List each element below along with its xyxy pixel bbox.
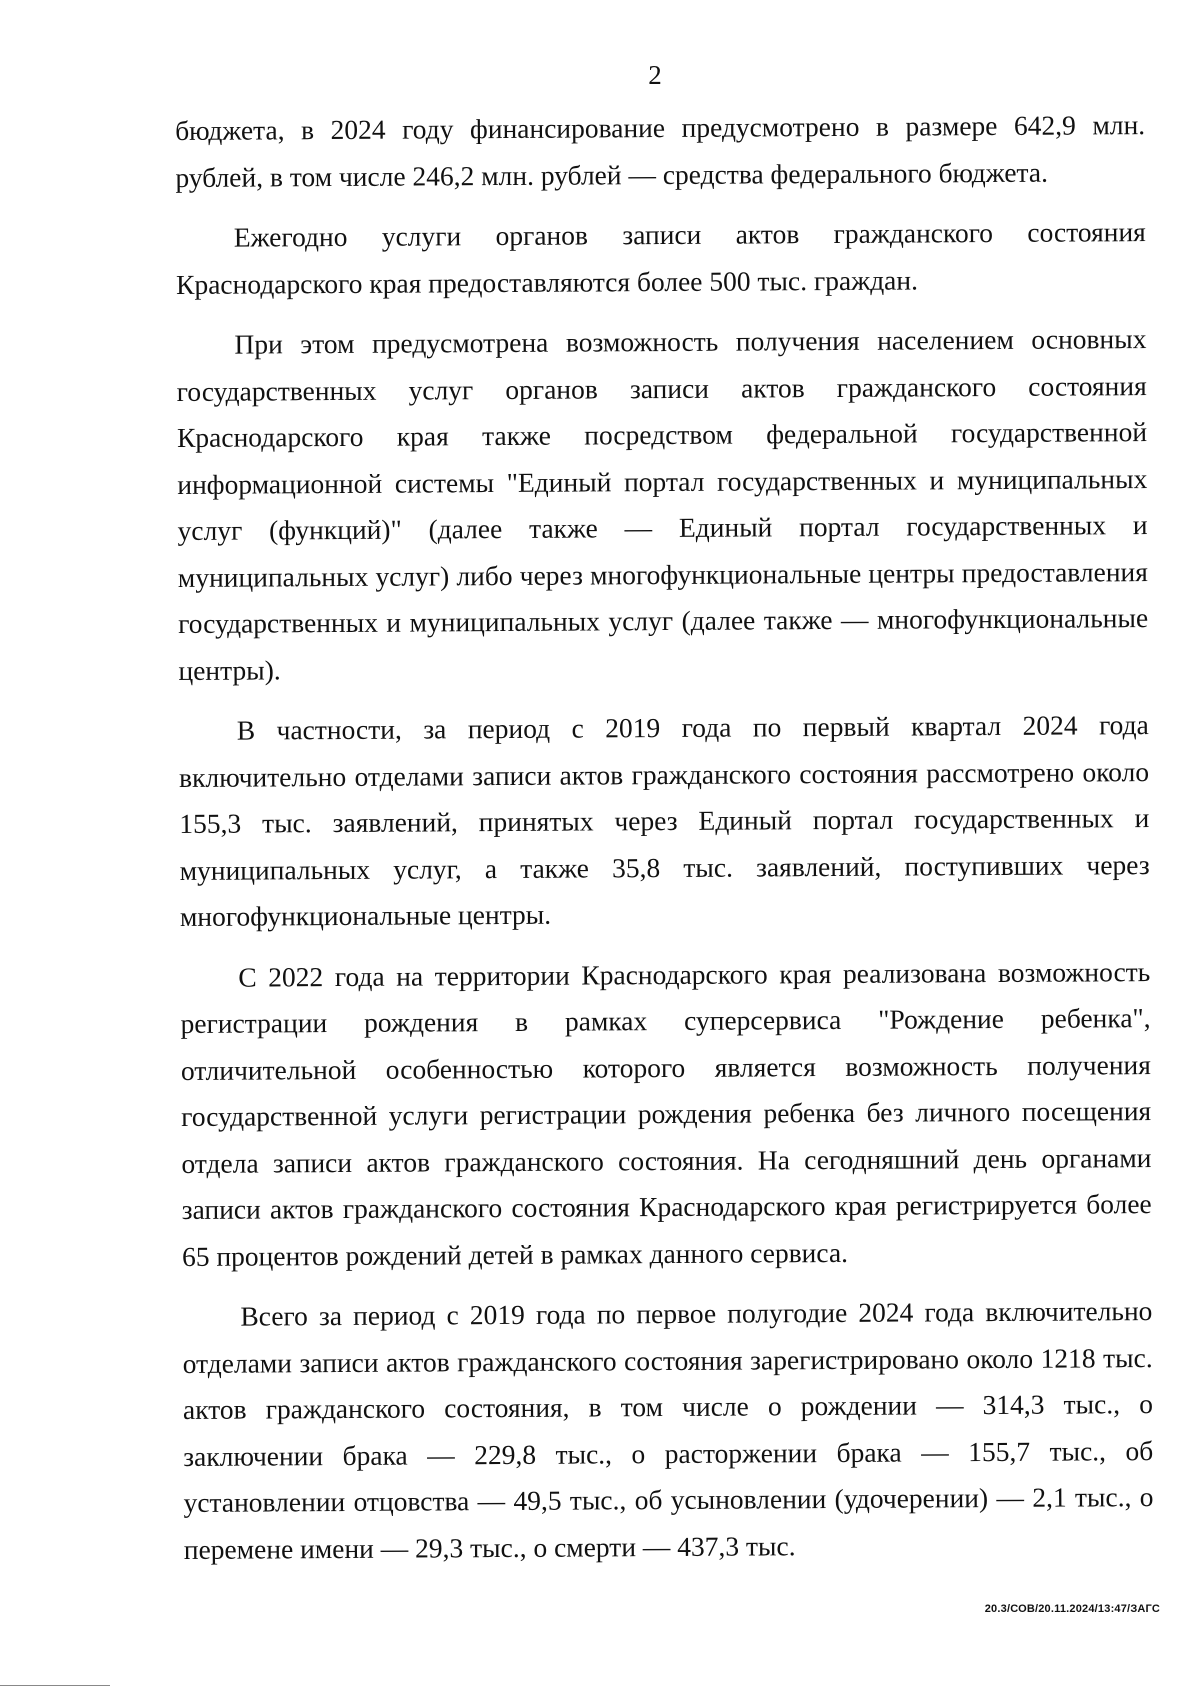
paragraph-online-services: При этом предусмотрена возможность получения населением основных государственных услуг органов записи актов гражданского состояния Краснодарского края также посредством федеральной государственной информационной системы "Единый портал государственных и муниципальных услуг (функций)" (далее также — Единый портал государственных и муниципальных услуг) либо через многофункциональные центры предоставления государственных и муниципальных услуг (далее также — многофункциональные центры). (176, 323, 1149, 686)
document-registration-code: 20.3/СОВ/20.11.2024/13:47/ЗАГС (984, 1603, 1160, 1615)
paragraph-birth-superservice: С 2022 года на территории Краснодарского края реализована возможность регистрации рождения в рамках суперсервиса "Рождение ребенка", отличительной особенностью которого является возможность получения государственной услуги регистрации рождения ребенка без личного посещения отдела записи актов гражданского состояния. На сегодняшний день органами записи актов гражданского состояния Краснодарского края регистрируется более 65 процентов рождений детей в рамках данного сервиса. (180, 955, 1152, 1272)
document-body (175, 102, 1154, 1587)
paragraph-annual-services: Ежегодно услуги органов записи актов гражданского состояния Краснодарского края предоставляются более 500 тыс. граждан. (175, 216, 1146, 300)
scan-edge-line (0, 1685, 110, 1686)
page-number: 2 (648, 60, 662, 90)
paragraph-budget-continuation: бюджета, в 2024 году финансирование предусмотрено в размере 642,9 млн. рублей, в том числе 246,2 млн. рублей — средства федерального бюджета. (175, 109, 1146, 193)
paragraph-registration-totals: Всего за период с 2019 года по первое полугодие 2024 года включительно отделами записи актов гражданского состояния зарегистрировано около 1218 тыс. актов гражданского состояния, в том числе о рождении — 314,3 тыс., о заключении брака — 229,8 тыс., о расторжении брака — 155,7 тыс., об установлении отцовства — 49,5 тыс., об усыновлении (удочерении) — 2,1 тыс., о перемене имени — 29,3 тыс., о смерти — 437,3 тыс. (182, 1295, 1154, 1565)
paragraph-applications-stats: В частности, за период с 2019 года по первый квартал 2024 года включительно отделами записи актов гражданского состояния рассмотрено около 155,3 тыс. заявлений, принятых через Единый портал государственных и муниципальных услуг, а также 35,8 тыс. заявлений, поступивших через многофункциональные центры. (178, 709, 1150, 932)
